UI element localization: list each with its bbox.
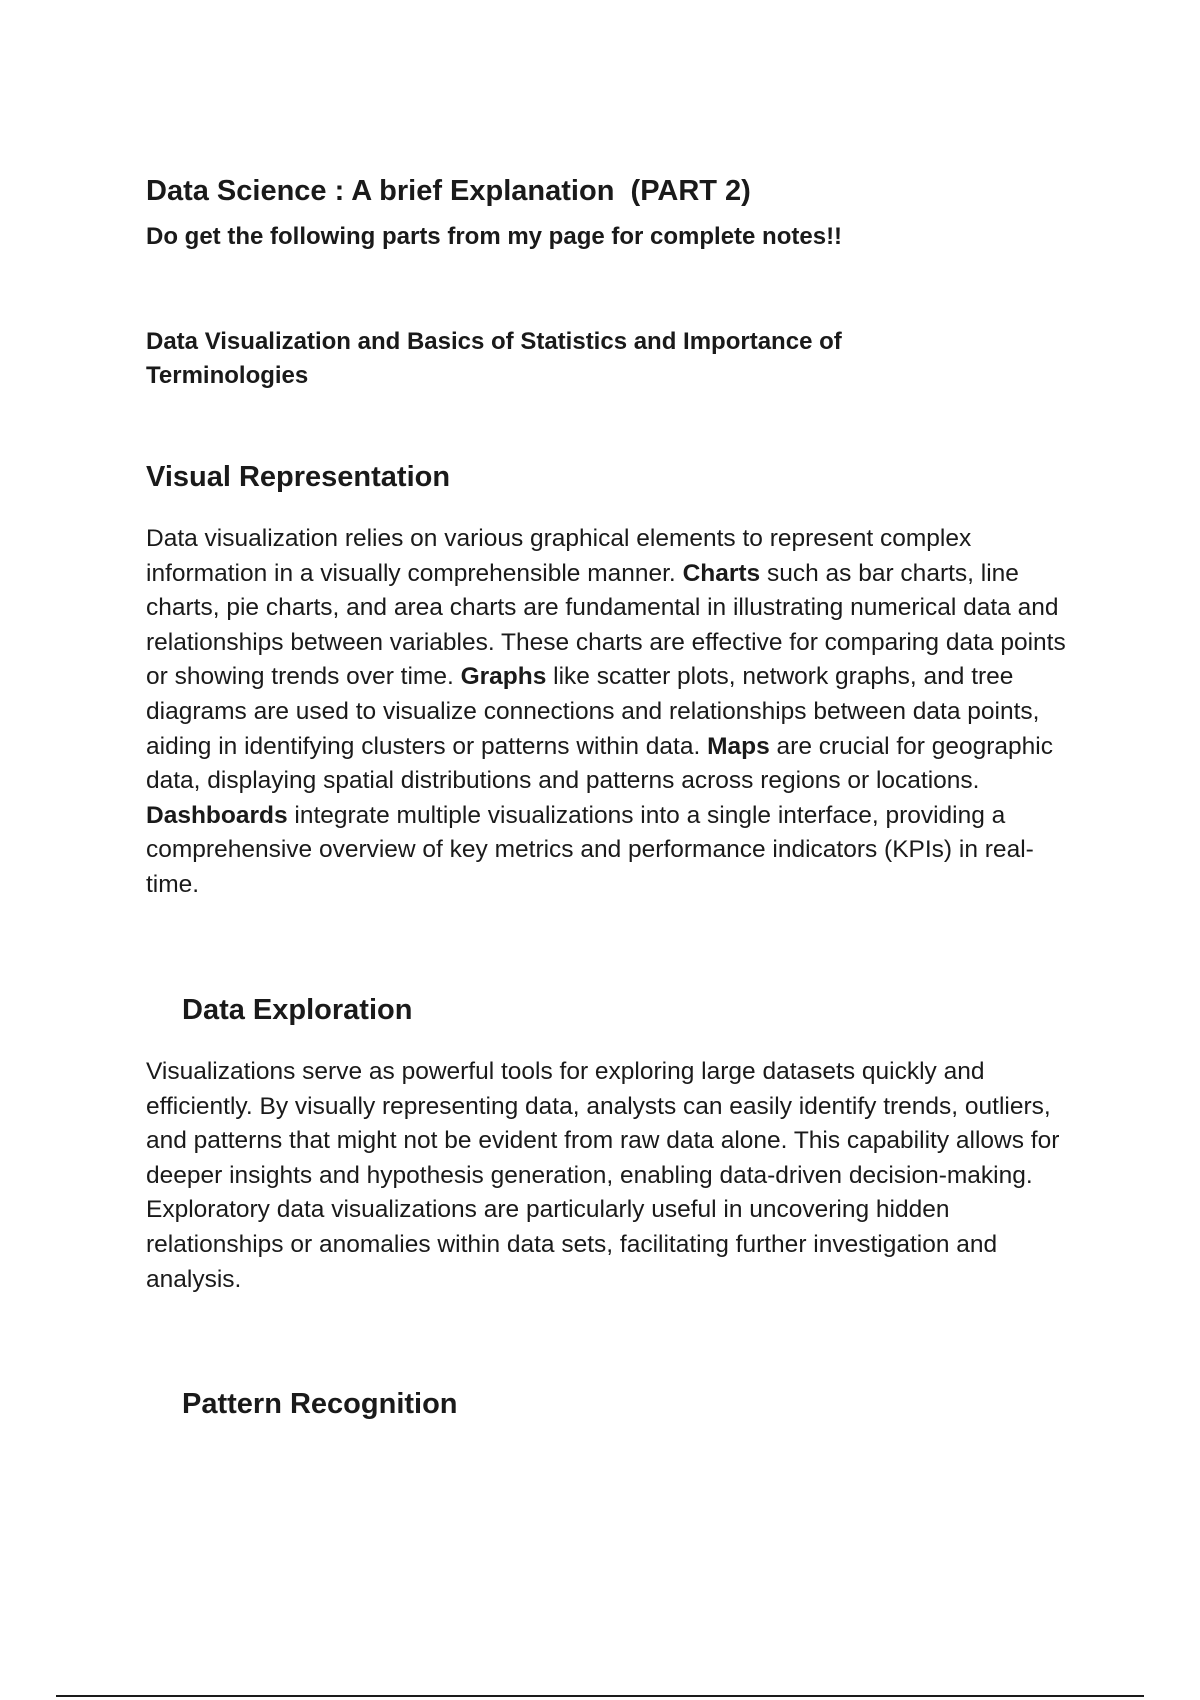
paragraph-text: Data visualization relies on various graphical elements to represent complex information in a visually comprehensible manner. <box>146 525 972 587</box>
section-heading-visual-representation: Visual Representation <box>146 461 451 493</box>
paragraph-text: such as bar charts, line charts, pie charts, and area charts are fundamental in illustrating numerical data and relationships between variables. These charts are effective for comparing data points or showing trends over time. <box>146 559 1066 691</box>
footer-divider <box>56 1695 1144 1697</box>
page-subtitle: Do get the following parts from my page for complete notes!! <box>146 223 843 250</box>
term-dashboards: Dashboards <box>146 801 288 829</box>
paragraph-text: like scatter plots, network graphs, and tree diagrams are used to visualize connections and relationships between data points, aiding in identifying clusters or patterns within data. <box>146 663 1040 760</box>
topic-title: Data Visualization and Basics of Statistics and Importance of Terminologies <box>146 328 842 389</box>
term-maps: Maps <box>707 732 770 760</box>
paragraph-visual-representation <box>146 522 1086 903</box>
paragraph-text: integrate multiple visualizations into a single interface, providing a comprehensive overview of key metrics and performance indicators (KPIs) in real-time. <box>146 801 1034 898</box>
paragraph-data-exploration: Visualizations serve as powerful tools for exploring large datasets quickly and efficiently. By visually representing data, analysts can easily identify trends, outliers, and patterns that might not be evident from raw data alone. This capability allows for deeper insights and hypothesis generation, enabling data-driven decision-making. Exploratory data visualizations are particularly useful in uncovering hidden relationships or anomalies within data sets, facilitating further investigation and analysis. <box>146 1058 1060 1293</box>
paragraph-text: are crucial for geographic data, displaying spatial distributions and patterns across regions or locations. <box>146 732 1053 795</box>
section-heading-data-exploration: Data Exploration <box>182 994 413 1026</box>
term-charts: Charts <box>682 559 761 587</box>
page-title: Data Science : A brief Explanation (PART 2) <box>146 175 751 207</box>
section-heading-pattern-recognition: Pattern Recognition <box>182 1388 458 1420</box>
term-graphs: Graphs <box>460 663 547 691</box>
